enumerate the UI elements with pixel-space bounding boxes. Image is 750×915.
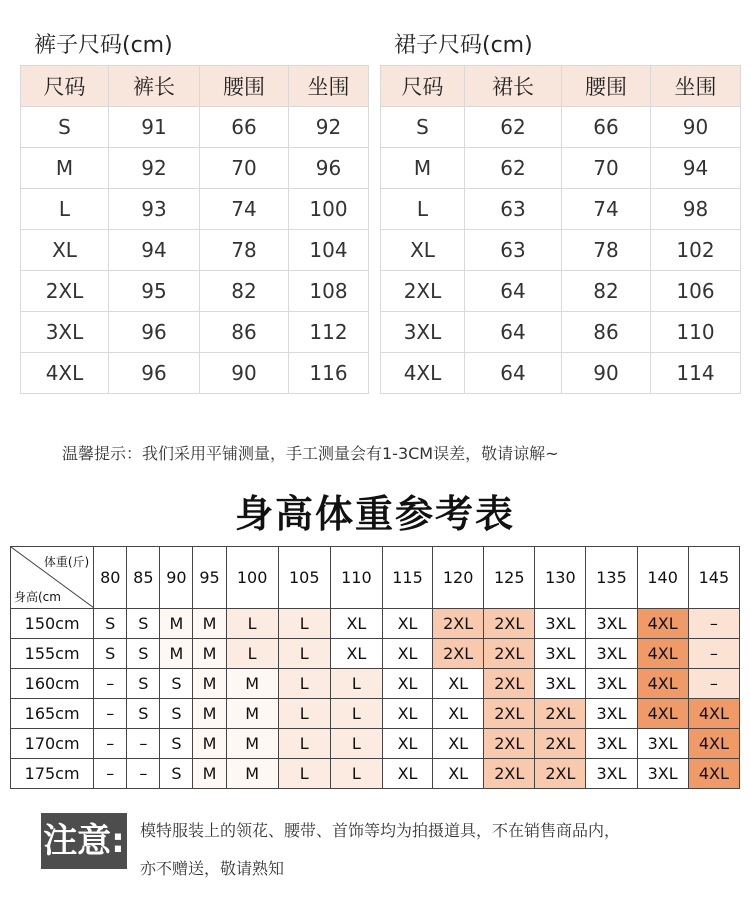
skirt-size-cell: 90: [562, 353, 651, 394]
size-recommendation-cell: 3XL: [586, 609, 637, 639]
size-recommendation-cell: S: [94, 639, 127, 669]
height-row: [11, 609, 740, 639]
size-recommendation-cell: 3XL: [535, 669, 586, 699]
pants-size-cell: 74: [200, 189, 289, 230]
note-line-2: 亦不赠送，敬请熟知: [140, 859, 285, 878]
size-recommendation-cell: 2XL: [433, 609, 484, 639]
pants-size-row: [21, 353, 369, 394]
size-recommendation-cell: 4XL: [637, 639, 688, 669]
pants-size-row: [21, 189, 369, 230]
skirt-size-table: [380, 65, 741, 394]
weight-header-cell: 135: [586, 547, 637, 609]
size-recommendation-cell: XL: [433, 699, 484, 729]
size-recommendation-cell: L: [278, 609, 330, 639]
skirt-size-cell: 62: [465, 107, 562, 148]
skirt-size-row: [381, 230, 741, 271]
size-recommendation-cell: L: [330, 699, 382, 729]
size-recommendation-cell: M: [193, 759, 226, 789]
size-recommendation-cell: 3XL: [586, 699, 637, 729]
size-recommendation-cell: 2XL: [535, 759, 586, 789]
size-recommendation-cell: –: [94, 729, 127, 759]
size-recommendation-cell: M: [226, 759, 278, 789]
pants-size-cell: 66: [200, 107, 289, 148]
size-recommendation-cell: M: [193, 699, 226, 729]
size-recommendation-cell: S: [160, 669, 193, 699]
size-recommendation-cell: XL: [382, 639, 432, 669]
skirt-size-row: [381, 271, 741, 312]
weight-header-cell: 100: [226, 547, 278, 609]
weight-header-cell: 125: [484, 547, 535, 609]
pants-header-cell: 裤长: [109, 66, 200, 107]
size-recommendation-cell: XL: [433, 729, 484, 759]
skirt-size-cell: 66: [562, 107, 651, 148]
size-recommendation-cell: XL: [382, 669, 432, 699]
size-recommendation-cell: 2XL: [433, 639, 484, 669]
skirt-size-cell: 114: [651, 353, 741, 394]
weight-header-cell: 130: [535, 547, 586, 609]
pants-size-cell: 96: [109, 353, 200, 394]
size-recommendation-cell: L: [278, 639, 330, 669]
size-recommendation-cell: 4XL: [637, 669, 688, 699]
skirt-size-cell: 64: [465, 271, 562, 312]
size-recommendation-cell: L: [330, 669, 382, 699]
pants-size-row: [21, 271, 369, 312]
size-recommendation-cell: M: [193, 669, 226, 699]
size-recommendation-cell: 4XL: [688, 759, 739, 789]
weight-header-cell: 105: [278, 547, 330, 609]
size-recommendation-cell: 2XL: [535, 699, 586, 729]
size-recommendation-cell: XL: [382, 729, 432, 759]
pants-size-cell: L: [21, 189, 109, 230]
pants-size-cell: 82: [200, 271, 289, 312]
size-recommendation-cell: –: [94, 759, 127, 789]
skirt-header-cell: 腰围: [562, 66, 651, 107]
size-recommendation-cell: M: [193, 609, 226, 639]
size-recommendation-cell: S: [160, 699, 193, 729]
size-recommendation-cell: 3XL: [535, 609, 586, 639]
size-recommendation-cell: S: [127, 609, 160, 639]
size-recommendation-cell: 3XL: [586, 669, 637, 699]
size-recommendation-cell: M: [160, 639, 193, 669]
pants-size-row: [21, 230, 369, 271]
measurement-tip: 温馨提示：我们采用平铺测量，手工测量会有1-3CM误差，敬请谅解~: [62, 444, 559, 463]
size-recommendation-cell: L: [278, 729, 330, 759]
skirt-size-cell: 82: [562, 271, 651, 312]
size-recommendation-cell: 3XL: [637, 729, 688, 759]
skirt-size-cell: 94: [651, 148, 741, 189]
note-badge: 注意:: [41, 813, 127, 869]
skirt-size-cell: 78: [562, 230, 651, 271]
pants-size-cell: 96: [109, 312, 200, 353]
skirt-header-cell: 裙长: [465, 66, 562, 107]
pants-size-row: [21, 148, 369, 189]
size-recommendation-cell: M: [160, 609, 193, 639]
skirt-size-cell: 63: [465, 189, 562, 230]
size-recommendation-cell: 4XL: [637, 699, 688, 729]
skirt-size-row: [381, 148, 741, 189]
skirt-size-cell: 62: [465, 148, 562, 189]
pants-size-row: [21, 312, 369, 353]
size-recommendation-cell: –: [94, 699, 127, 729]
skirt-size-cell: 3XL: [381, 312, 465, 353]
pants-size-cell: 91: [109, 107, 200, 148]
size-recommendation-cell: XL: [433, 759, 484, 789]
size-recommendation-cell: 4XL: [637, 609, 688, 639]
skirt-size-title: 裙子尺码(cm): [394, 33, 533, 58]
skirt-size-cell: 64: [465, 312, 562, 353]
size-recommendation-cell: L: [278, 699, 330, 729]
size-recommendation-cell: 2XL: [484, 699, 535, 729]
size-recommendation-cell: 2XL: [484, 639, 535, 669]
size-recommendation-cell: –: [94, 669, 127, 699]
size-recommendation-cell: M: [226, 729, 278, 759]
pants-size-cell: 86: [200, 312, 289, 353]
skirt-header-cell: 尺码: [381, 66, 465, 107]
size-recommendation-cell: XL: [330, 609, 382, 639]
height-label-cell: 170cm: [11, 729, 94, 759]
skirt-size-cell: 106: [651, 271, 741, 312]
size-recommendation-cell: L: [330, 759, 382, 789]
height-label-cell: 165cm: [11, 699, 94, 729]
size-recommendation-cell: 3XL: [586, 729, 637, 759]
size-recommendation-cell: 3XL: [535, 639, 586, 669]
weight-header-cell: 85: [127, 547, 160, 609]
weight-header-cell: 90: [160, 547, 193, 609]
weight-header-cell: 115: [382, 547, 432, 609]
pants-size-cell: 95: [109, 271, 200, 312]
skirt-header-cell: 坐围: [651, 66, 741, 107]
pants-size-cell: 3XL: [21, 312, 109, 353]
corner-cell: [11, 547, 94, 609]
skirt-size-cell: L: [381, 189, 465, 230]
height-row: [11, 699, 740, 729]
size-recommendation-cell: L: [226, 609, 278, 639]
pants-size-cell: 108: [289, 271, 369, 312]
skirt-size-cell: 63: [465, 230, 562, 271]
skirt-size-row: [381, 312, 741, 353]
pants-size-cell: 92: [109, 148, 200, 189]
skirt-size-cell: 110: [651, 312, 741, 353]
size-recommendation-cell: –: [127, 759, 160, 789]
size-recommendation-cell: S: [94, 609, 127, 639]
size-recommendation-cell: S: [127, 669, 160, 699]
weight-header-cell: 145: [688, 547, 739, 609]
pants-size-cell: 2XL: [21, 271, 109, 312]
size-recommendation-cell: M: [226, 699, 278, 729]
skirt-size-cell: 86: [562, 312, 651, 353]
weight-header-cell: 95: [193, 547, 226, 609]
size-recommendation-cell: 3XL: [586, 759, 637, 789]
pants-size-cell: 92: [289, 107, 369, 148]
size-recommendation-cell: –: [127, 729, 160, 759]
size-recommendation-cell: L: [278, 759, 330, 789]
pants-size-cell: 90: [200, 353, 289, 394]
pants-size-cell: 116: [289, 353, 369, 394]
size-recommendation-cell: L: [330, 729, 382, 759]
size-recommendation-cell: XL: [382, 609, 432, 639]
size-recommendation-cell: XL: [330, 639, 382, 669]
pants-size-cell: 96: [289, 148, 369, 189]
size-recommendation-cell: XL: [382, 759, 432, 789]
size-recommendation-cell: M: [193, 639, 226, 669]
pants-size-cell: 4XL: [21, 353, 109, 394]
size-recommendation-cell: S: [127, 639, 160, 669]
skirt-size-row: [381, 353, 741, 394]
size-recommendation-cell: –: [688, 609, 739, 639]
pants-size-table: [20, 65, 369, 394]
pants-size-cell: 112: [289, 312, 369, 353]
size-recommendation-cell: S: [160, 729, 193, 759]
weight-axis-label: 体重(斤): [43, 555, 90, 569]
weight-header-cell: 120: [433, 547, 484, 609]
skirt-size-cell: 64: [465, 353, 562, 394]
height-weight-title: 身高体重参考表: [234, 492, 515, 536]
skirt-size-cell: 90: [651, 107, 741, 148]
skirt-size-cell: 2XL: [381, 271, 465, 312]
skirt-size-cell: 98: [651, 189, 741, 230]
size-recommendation-cell: 4XL: [688, 729, 739, 759]
pants-header-cell: 尺码: [21, 66, 109, 107]
size-recommendation-cell: 4XL: [688, 699, 739, 729]
size-recommendation-cell: 2XL: [484, 609, 535, 639]
size-recommendation-cell: 2XL: [484, 759, 535, 789]
size-recommendation-cell: L: [278, 669, 330, 699]
size-recommendation-cell: 3XL: [586, 639, 637, 669]
size-recommendation-cell: M: [226, 669, 278, 699]
height-row: [11, 759, 740, 789]
pants-size-cell: 78: [200, 230, 289, 271]
size-recommendation-cell: S: [160, 759, 193, 789]
height-weight-table: [10, 546, 740, 789]
weight-header-cell: 110: [330, 547, 382, 609]
size-recommendation-cell: 2XL: [484, 729, 535, 759]
skirt-size-row: [381, 189, 741, 230]
pants-size-cell: 70: [200, 148, 289, 189]
height-label-cell: 160cm: [11, 669, 94, 699]
pants-size-cell: S: [21, 107, 109, 148]
pants-header-cell: 腰围: [200, 66, 289, 107]
pants-size-cell: 93: [109, 189, 200, 230]
size-recommendation-cell: S: [127, 699, 160, 729]
size-recommendation-cell: 2XL: [535, 729, 586, 759]
size-recommendation-cell: M: [193, 729, 226, 759]
pants-size-title: 裤子尺码(cm): [34, 33, 173, 58]
skirt-size-cell: 74: [562, 189, 651, 230]
height-label-cell: 155cm: [11, 639, 94, 669]
size-recommendation-cell: 2XL: [484, 669, 535, 699]
weight-header-cell: 80: [94, 547, 127, 609]
height-axis-label: 身高(cm: [14, 590, 61, 604]
height-row: [11, 729, 740, 759]
pants-header-cell: 坐围: [289, 66, 369, 107]
skirt-size-cell: 4XL: [381, 353, 465, 394]
pants-size-cell: XL: [21, 230, 109, 271]
height-label-cell: 175cm: [11, 759, 94, 789]
skirt-size-cell: XL: [381, 230, 465, 271]
height-label-cell: 150cm: [11, 609, 94, 639]
skirt-size-cell: M: [381, 148, 465, 189]
skirt-size-cell: S: [381, 107, 465, 148]
size-recommendation-cell: –: [688, 669, 739, 699]
pants-size-row: [21, 107, 369, 148]
size-recommendation-cell: XL: [382, 699, 432, 729]
note-line-1: 模特服装上的领花、腰带、首饰等均为拍摄道具，不在销售商品内，: [140, 821, 621, 840]
size-recommendation-cell: L: [226, 639, 278, 669]
skirt-size-row: [381, 107, 741, 148]
weight-header-cell: 140: [637, 547, 688, 609]
pants-size-cell: 104: [289, 230, 369, 271]
pants-size-cell: M: [21, 148, 109, 189]
pants-size-cell: 94: [109, 230, 200, 271]
height-row: [11, 669, 740, 699]
height-row: [11, 639, 740, 669]
size-recommendation-cell: 3XL: [637, 759, 688, 789]
skirt-size-cell: 102: [651, 230, 741, 271]
size-recommendation-cell: XL: [433, 669, 484, 699]
size-recommendation-cell: –: [688, 639, 739, 669]
pants-size-cell: 100: [289, 189, 369, 230]
skirt-size-cell: 70: [562, 148, 651, 189]
